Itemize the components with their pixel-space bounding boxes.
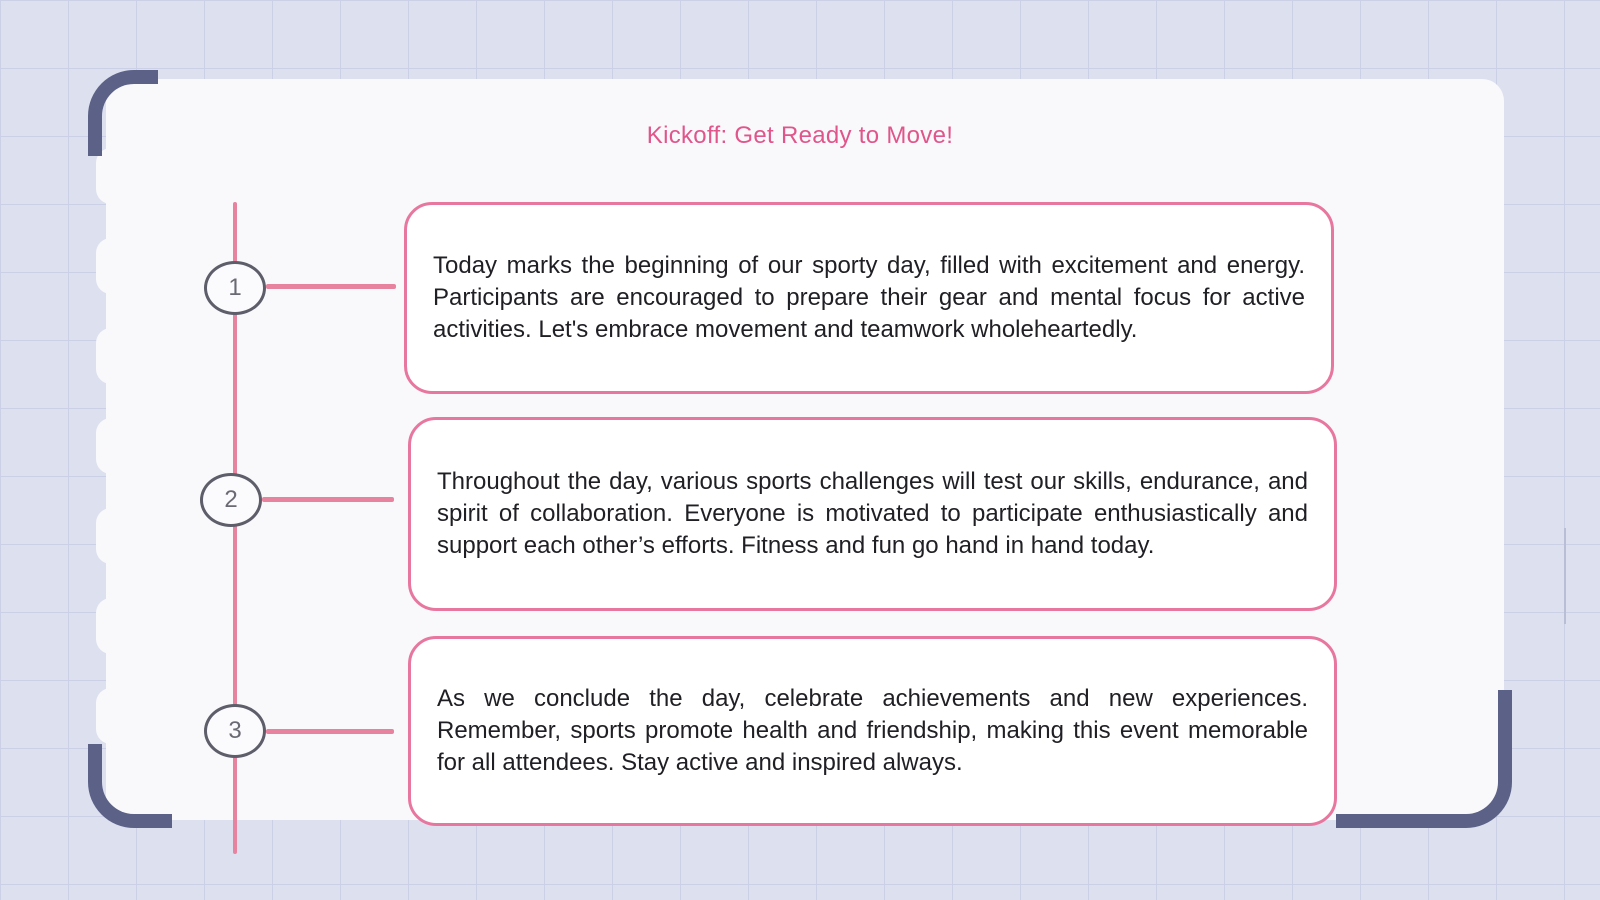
step-number-badge [204, 704, 266, 758]
step-text: As we conclude the day, celebrate achievements and new experiences. Remember, sports promote health and friendship, making this event memorable for all attendees. Stay active and inspired always. [437, 685, 1308, 776]
step-text-box [408, 417, 1337, 611]
step-text-box [404, 202, 1334, 394]
timeline-connector [266, 284, 396, 289]
card-edge-scallop [96, 418, 126, 474]
step-text-box [408, 636, 1337, 826]
card-edge-scallop [96, 688, 126, 744]
step-text: Today marks the beginning of our sporty day, filled with excitement and energy. Participants are encouraged to prepare their gear and mental focus for active activities. Let's embrace movement and teamwork wholeheartedly. [433, 252, 1305, 343]
card-edge-scallop [96, 598, 126, 654]
frame-corner-bottom-right [1336, 690, 1512, 828]
step-text: Throughout the day, various sports challenges will test our skills, endurance, and spirit of collaboration. Everyone is motivated to participate enthusiastically and support each other’s efforts. Fitness and fun go hand in hand today. [437, 468, 1308, 559]
step-number-badge [204, 261, 266, 315]
step-number: 1 [228, 274, 242, 301]
background-tick-mark [1564, 528, 1566, 624]
frame-corner-bottom-left [88, 744, 172, 828]
step-number-badge [200, 473, 262, 527]
card-edge-scallop [96, 508, 126, 564]
card-edge-scallop [96, 238, 126, 294]
frame-corner-top-left [88, 70, 158, 156]
slide-title: Kickoff: Get Ready to Move! [646, 122, 954, 149]
step-number: 3 [228, 717, 242, 744]
step-number: 2 [224, 486, 238, 513]
card-edge-scallop [96, 328, 126, 384]
timeline-connector [266, 729, 394, 734]
timeline-connector [262, 497, 394, 502]
card-edge-scallop [96, 148, 126, 204]
